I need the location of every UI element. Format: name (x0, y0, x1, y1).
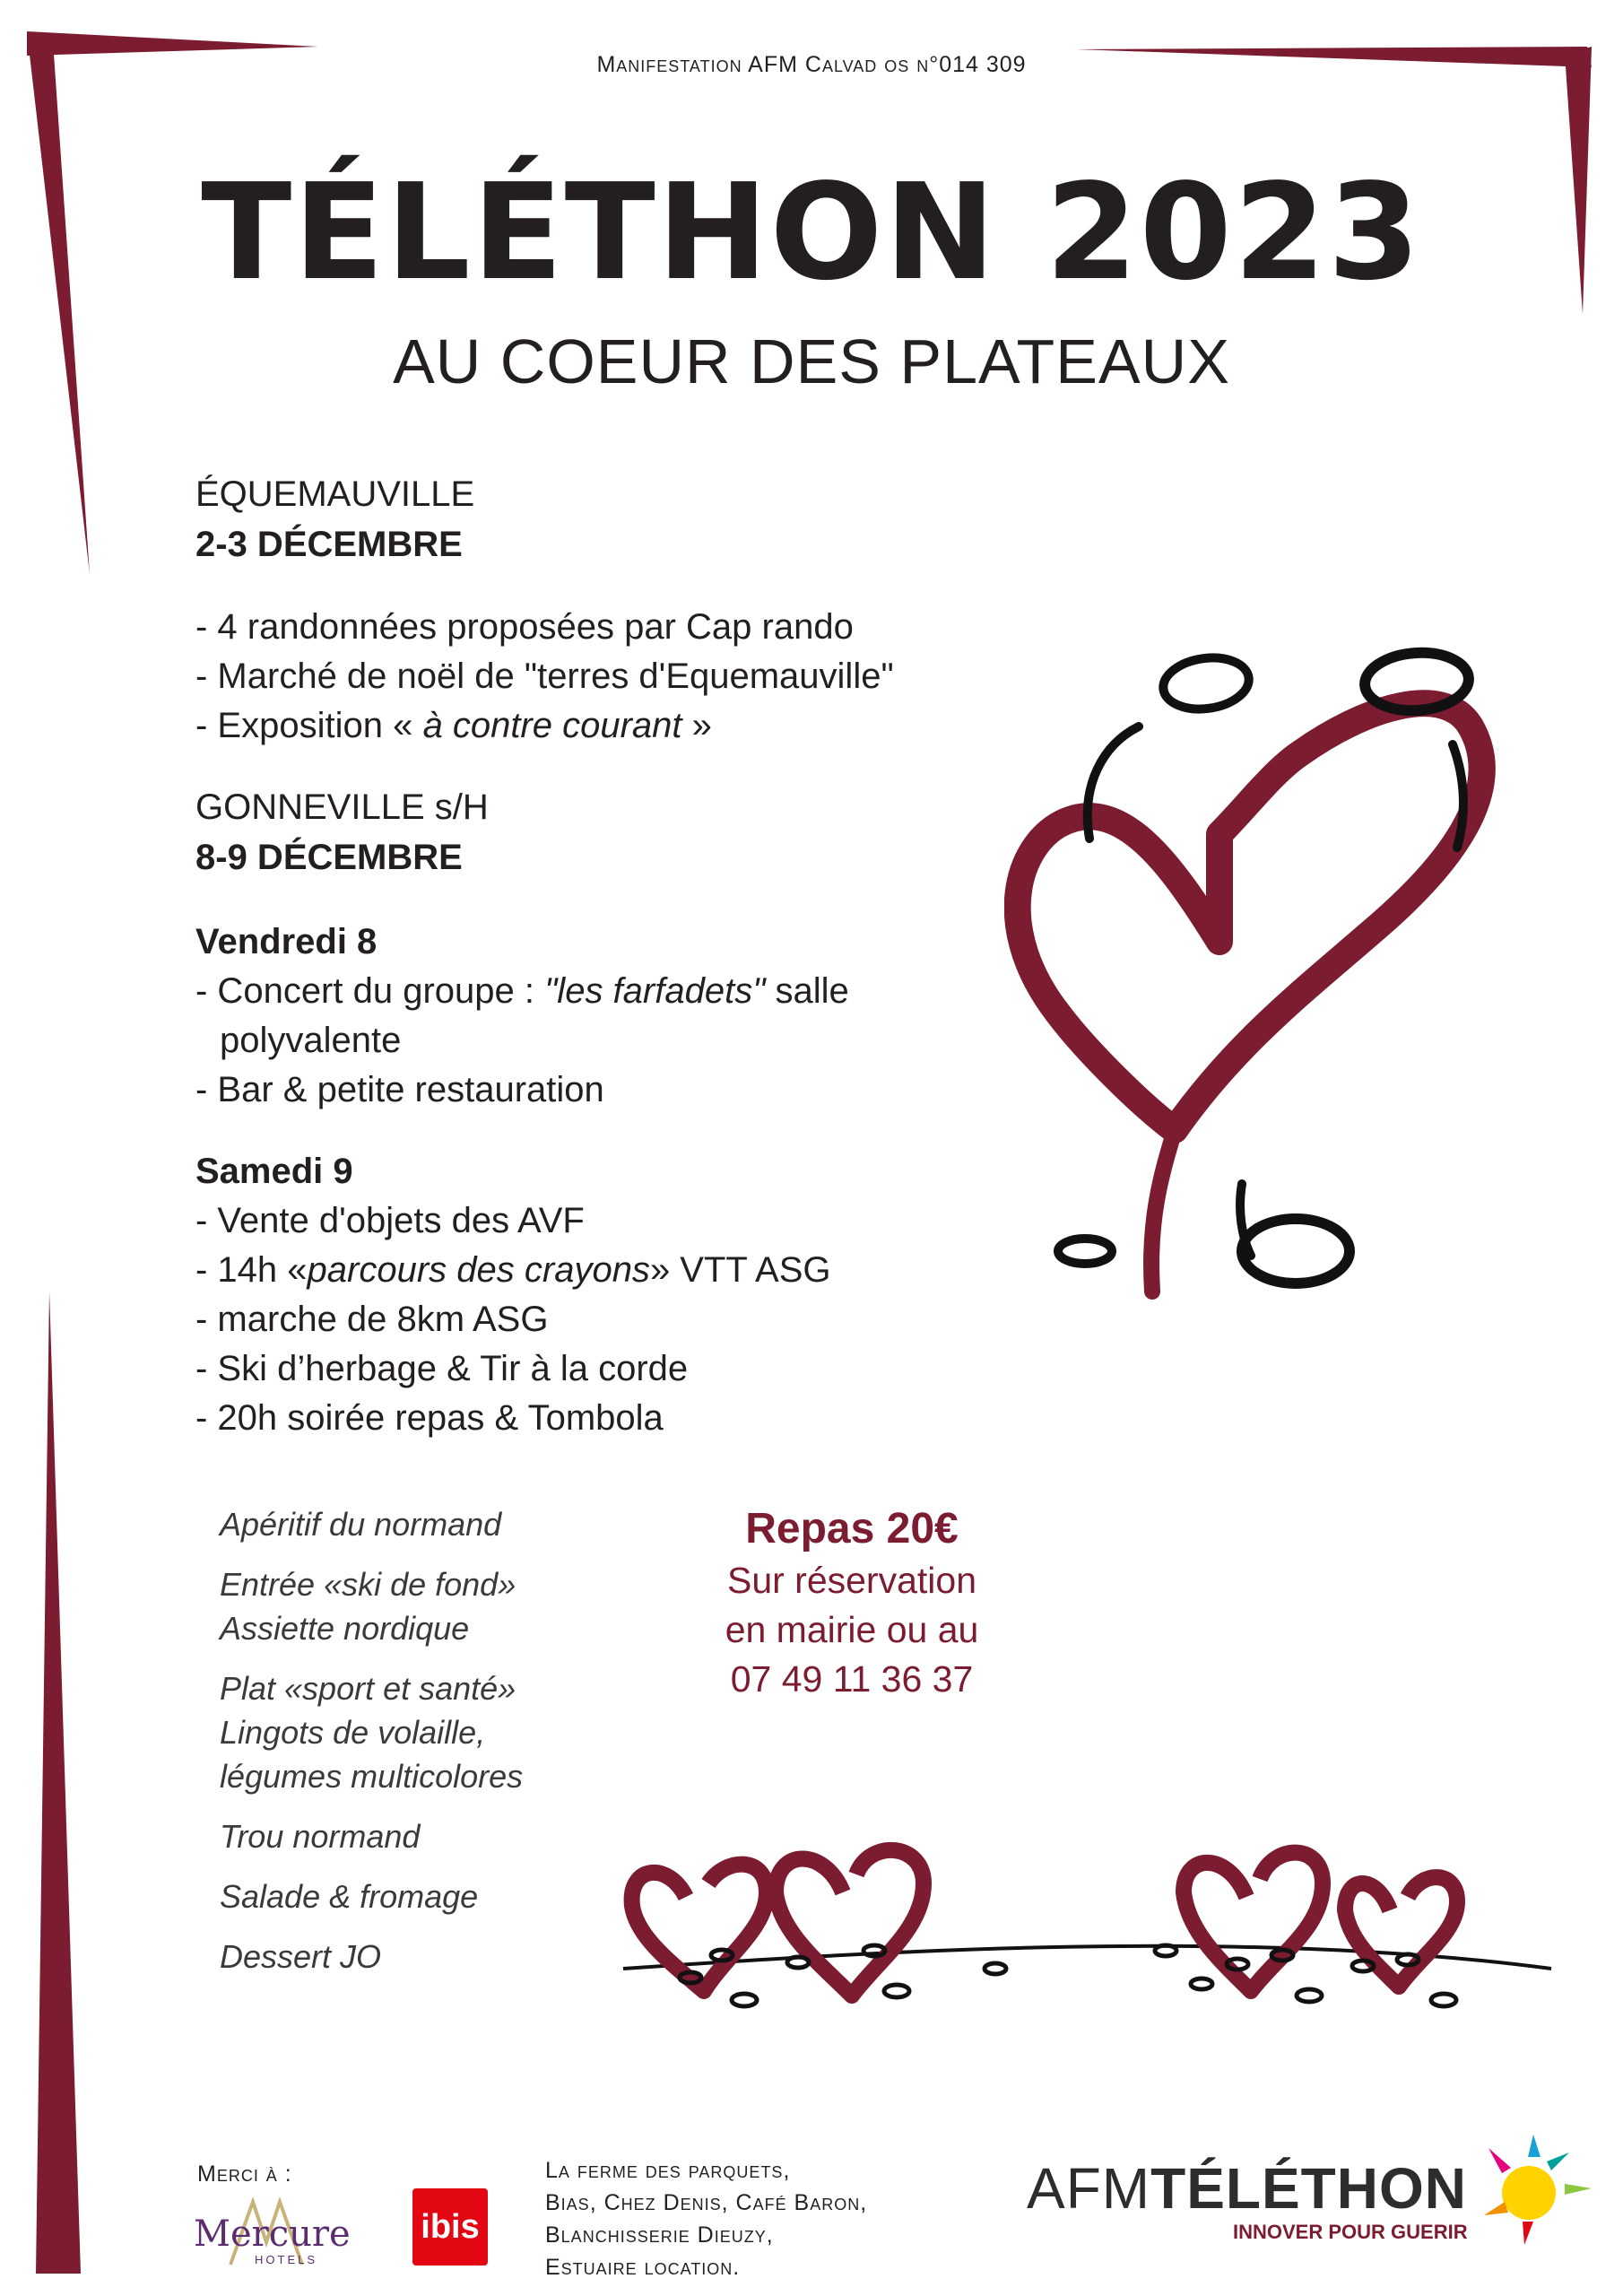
figure-arm (1240, 1184, 1251, 1256)
heart-figures-illustration (1004, 628, 1542, 1327)
page-subtitle: AU COEUR DES PLATEAUX (393, 326, 1230, 396)
thanks-label: Merci à : (197, 2161, 292, 2187)
ibis-logo: ibis (412, 2188, 488, 2266)
reservation-line: Sur réservation (726, 1560, 976, 1601)
list-item: - 4 randonnées proposées par Cap rando (195, 607, 854, 647)
figure-head (1242, 1219, 1350, 1283)
frame-left-bottom (36, 1292, 81, 2274)
figure-head (1058, 1239, 1112, 1264)
event-town: GONNEVILLE s/H (195, 787, 489, 827)
menu-item: Entrée «ski de fond» Assiette nordique (220, 1566, 516, 1647)
sponsor-line: Bias, Chez Denis, Café Baron, (545, 2190, 868, 2215)
sponsor-line: Estuaire location. (545, 2255, 741, 2280)
figure-head (1160, 653, 1253, 715)
menu-item: Apéritif du normand (220, 1506, 502, 1543)
event-town: ÉQUEMAUVILLE (195, 474, 475, 514)
hearts-garland-illustration (619, 1830, 1560, 2027)
event-date: 8-9 DÉCEMBRE (195, 838, 463, 877)
reservation-line: en mairie ou au (725, 1609, 979, 1650)
day-heading-saturday: Samedi 9 (195, 1152, 353, 1191)
frame-left-top (27, 31, 90, 574)
menu-item: Plat «sport et santé» Lingots de volaille, légumes multicolores (220, 1670, 524, 1795)
sponsor-line: Blanchisserie Dieuzy, (545, 2222, 774, 2248)
menu-item: Trou normand (220, 1818, 421, 1855)
list-item: - marche de 8km ASG (195, 1300, 549, 1339)
afm-wordmark-light: AFM (1027, 2156, 1151, 2221)
day-heading-friday: Vendredi 8 (195, 922, 378, 961)
list-item: - Concert du groupe : "les farfadets" salle polyvalente (195, 971, 849, 1060)
heart-tail (1151, 1130, 1175, 1292)
list-item (195, 701, 894, 751)
garland-figures (680, 1945, 1456, 2006)
list-item: - 14h «parcours des crayons» VTT ASG (195, 1250, 831, 1290)
dinner-menu (220, 1502, 596, 1995)
garland-heart (632, 1850, 1457, 1996)
menu-item: Salade & fromage (220, 1878, 479, 1915)
event-equemauville (195, 469, 474, 570)
sponsor-line: La ferme des parquets, (545, 2158, 791, 2183)
event-registration-note: Manifestation AFM Calvad os n°014 309 (596, 52, 1027, 77)
friday-activities (195, 967, 877, 1115)
mercure-logo (190, 2197, 360, 2269)
afm-sun-icon (1471, 2130, 1596, 2247)
saturday-activities (195, 1196, 831, 1443)
mercure-sub: HOTELS (255, 2253, 318, 2266)
exhibition-text: - Exposition « à contre courant » (195, 706, 712, 745)
list-item: - Vente d'objets des AVF (195, 1201, 585, 1240)
event-equemauville-activities (195, 603, 894, 751)
menu-item: Dessert JO (220, 1938, 382, 1975)
afm-tagline: INNOVER POUR GUERIR (1233, 2221, 1468, 2243)
event-gonneville (195, 782, 489, 883)
afm-telethon-wordmark (1027, 2156, 1468, 2221)
sponsor-list (545, 2154, 867, 2283)
meal-price: Repas 20€ (745, 1505, 959, 1552)
list-item: - Bar & petite restauration (195, 1070, 604, 1109)
list-item: - 20h soirée repas & Tombola (195, 1398, 664, 1438)
afm-telethon-logo (1027, 2156, 1468, 2244)
reservation-phone: 07 49 11 36 37 (730, 1658, 974, 1700)
list-item: - Marché de noël de "terres d'Equemauville" (195, 657, 894, 696)
mercure-name: Mercure (194, 2213, 351, 2255)
heart-shape (1018, 703, 1482, 1130)
event-date: 2-3 DÉCEMBRE (195, 525, 463, 564)
page-title: TÉLÉTHON 2023 (201, 155, 1422, 309)
meal-reservation (655, 1502, 1049, 1704)
afm-wordmark-bold: TÉLÉTHON (1150, 2156, 1467, 2221)
list-item: - Ski d’herbage & Tir à la corde (195, 1349, 689, 1388)
